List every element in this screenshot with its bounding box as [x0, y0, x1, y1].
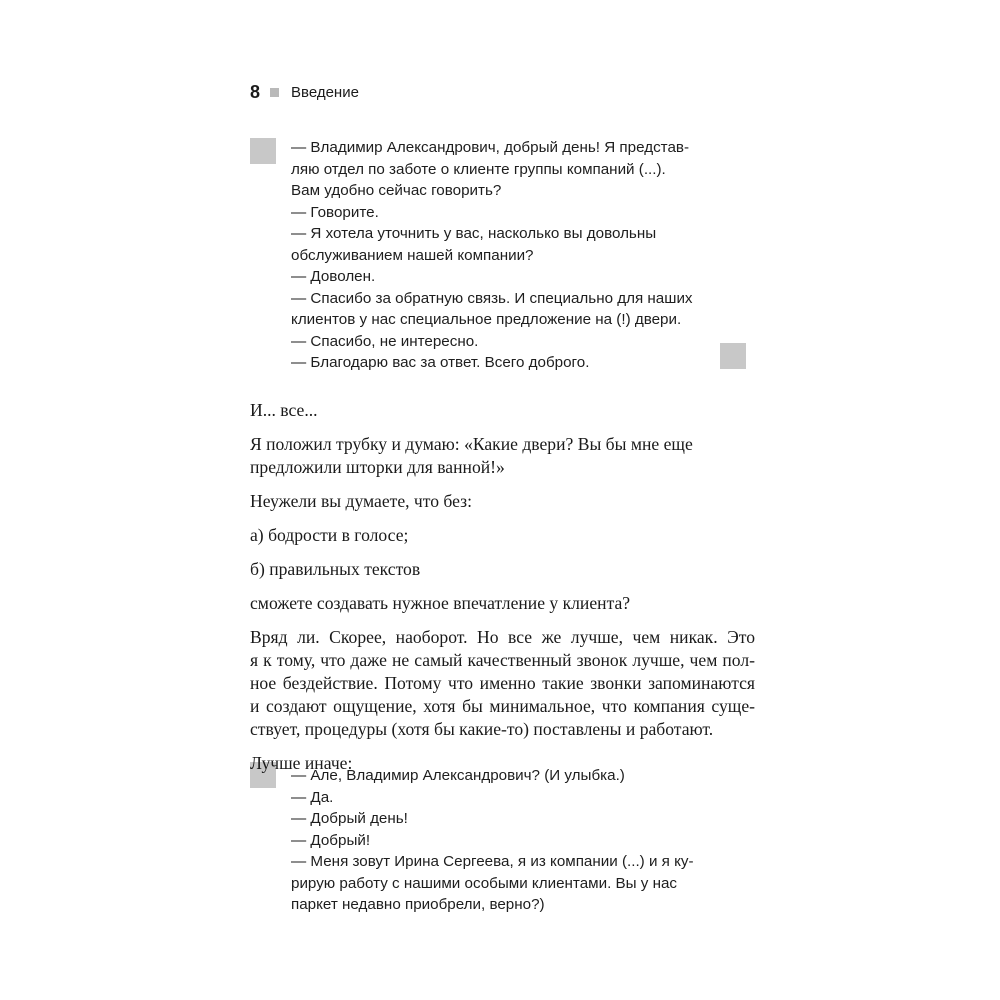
- dialog-line: рирую работу с нашими особыми клиентами. Вы у нас: [291, 874, 678, 892]
- text-line: сможете создавать нужное впечатление у клиента?: [250, 593, 631, 613]
- paragraph: [250, 592, 755, 615]
- dialog-line: — Добрый!: [291, 831, 371, 849]
- text-line: Неужели вы думаете, что без:: [250, 491, 473, 511]
- dialog-end-marker-square: [720, 343, 746, 369]
- paragraph: [250, 490, 755, 513]
- text-line: Я положил трубку и думаю: «Какие двери? Вы бы мне еще: [250, 434, 693, 454]
- text-line: предложили шторки для ванной!»: [250, 457, 505, 477]
- dialog-block-2: [291, 765, 721, 916]
- body-text: [250, 399, 755, 786]
- text-line: а) бодрости в голосе;: [250, 525, 409, 545]
- text-line: и создают ощущение, хотя бы минимальное, что компания суще-: [250, 696, 755, 716]
- paragraph: [250, 626, 755, 741]
- dialog-line: Вам удобно сейчас говорить?: [291, 182, 502, 199]
- dialog-line: — Спасибо, не интересно.: [291, 332, 479, 350]
- text-line: я к тому, что даже не самый качественный звонок лучше, чем пол-: [250, 650, 755, 670]
- dialog-line: — Владимир Александрович, добрый день! Я представ-: [291, 139, 690, 156]
- running-header: [250, 80, 359, 104]
- dialog-line: обслуживанием нашей компании?: [291, 246, 534, 264]
- text-line: И... все...: [250, 400, 318, 420]
- dialog-line: ляю отдел по заботе о клиенте группы компаний (...).: [291, 160, 666, 178]
- text-line: Вряд ли. Скорее, наоборот. Но все же лучше, чем никак. Это: [250, 627, 755, 647]
- dialog-line: — Я хотела уточнить у вас, насколько вы довольны: [291, 225, 657, 242]
- list-item: [250, 558, 755, 581]
- dialog-line: паркет недавно приобрели, верно?): [291, 896, 545, 913]
- dialog-line: — Добрый день!: [291, 810, 408, 827]
- section-title: Введение: [291, 83, 359, 101]
- dialog-line: — Говорите.: [291, 203, 379, 221]
- text-line: Лучше иначе:: [250, 753, 353, 773]
- paragraph: [250, 433, 755, 479]
- text-line: ствует, процедуры (хотя бы какие-то) поставлены и работают.: [250, 719, 714, 739]
- list-item: [250, 524, 755, 547]
- dialog-line: — Доволен.: [291, 268, 376, 285]
- dialog-block-1: [291, 137, 721, 374]
- page-number: 8: [250, 81, 261, 102]
- text-line: ное бездействие. Потому что именно такие звонки запоминаются: [250, 673, 755, 693]
- dialog-marker-square: [250, 138, 276, 164]
- dialog-line: клиентов у нас специальное предложение на (!) двери.: [291, 311, 682, 328]
- dialog-line: — Спасибо за обратную связь. И специально для наших: [291, 289, 693, 307]
- text-line: б) правильных текстов: [250, 559, 421, 579]
- dialog-line: — Да.: [291, 788, 334, 806]
- dialog-line: — Меня зовут Ирина Сергеева, я из компании (...) и я ку-: [291, 853, 694, 870]
- dialog-line: — Але, Владимир Александрович? (И улыбка.): [291, 767, 625, 784]
- header-separator-square: [270, 88, 279, 97]
- dialog-line: — Благодарю вас за ответ. Всего доброго.: [291, 354, 590, 371]
- paragraph: [250, 399, 755, 422]
